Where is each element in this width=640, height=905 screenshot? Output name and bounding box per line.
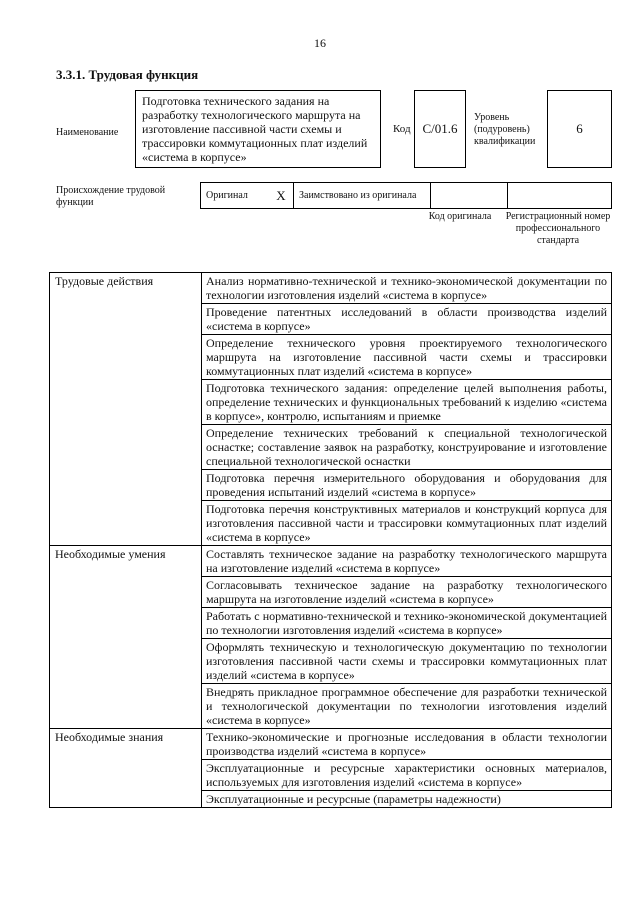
table-row: [50, 273, 612, 304]
code-label: Код: [393, 123, 411, 135]
requirement-text-cell: Эксплуатационные и ресурсные характеристики основных материалов, используемых для изготовления изделий «система в корпусе»: [202, 760, 612, 791]
requirement-text-cell: Технико-экономические и прогнозные исследования в области технологии производства изделий «система в корпусе»: [202, 729, 612, 760]
page-number: 16: [314, 36, 326, 50]
requirement-text-cell: Подготовка технического задания: определение целей выполнения работы, определение технических и функциональных требований к изделию «система в корпусе», контролю, испытаниям и приемке: [202, 380, 612, 425]
requirement-text-cell: Составлять техническое задание на разработку технологического маршрута на изготовление изделий «система в корпусе»: [202, 546, 612, 577]
requirements-table: [49, 272, 612, 808]
origin-code-caption: Код оригинала: [428, 211, 492, 222]
category-cell: Необходимые знания: [50, 729, 202, 808]
requirement-text-cell: Подготовка перечня измерительного оборудования и оборудования для проведения испытаний изделий «система в корпусе»: [202, 470, 612, 501]
origin-code-cell: [431, 183, 508, 209]
category-cell: Трудовые действия: [50, 273, 202, 546]
code-value-box: C/01.6: [414, 90, 466, 168]
origin-borrowed-cell: Заимствовано из оригинала: [294, 183, 431, 209]
requirement-text-cell: Эксплуатационные и ресурсные (параметры надежности): [202, 791, 612, 808]
requirement-text-cell: Внедрять прикладное программное обеспечение для разработки технической и технологической документации по технологии изготовления изделий «система в корпусе»: [202, 684, 612, 729]
origin-table: [200, 182, 612, 209]
category-cell: Необходимые умения: [50, 546, 202, 729]
origin-reg-caption: Регистрационный номер профессионального стандарта: [505, 211, 611, 246]
table-row: [50, 729, 612, 760]
origin-reg-cell: [508, 183, 612, 209]
name-label: Наименование: [56, 127, 119, 138]
requirement-text-cell: Согласовывать техническое задание на разработку технологического маршрута на изготовление изделий «система в корпусе»: [202, 577, 612, 608]
origin-original-cell: Оригинал: [201, 183, 270, 209]
requirement-text-cell: Проведение патентных исследований в области производства изделий «система в корпусе»: [202, 304, 612, 335]
level-value-box: 6: [547, 90, 612, 168]
requirement-text-cell: Подготовка перечня конструктивных материалов и конструкций корпуса для изготовления пассивной части и трассировки коммутационных плат изделий «система в корпусе»: [202, 501, 612, 546]
requirement-text-cell: Определение технических требований к специальной технологической оснастке; составление заявок на разработку, конструирование и изготовление специальной технологической оснастки: [202, 425, 612, 470]
origin-label: Происхождение трудовой функции: [56, 185, 166, 208]
origin-mark-cell: X: [269, 183, 294, 209]
level-label: Уровень (подуровень) квалификации: [474, 112, 536, 147]
requirement-text-cell: Анализ нормативно-технической и технико-экономической документации по технологии изготовления изделий «система в корпусе»: [202, 273, 612, 304]
table-row: [50, 546, 612, 577]
function-name-box: Подготовка технического задания на разработку технологического маршрута на изготовление пассивной части схемы и трассировки коммутационных плат изделий «система в корпусе»: [135, 90, 381, 168]
requirement-text-cell: Определение технического уровня проектируемого технологического маршрута на изготовление пассивной части схемы и трассировки коммутационных плат изделий «система в корпусе»: [202, 335, 612, 380]
requirement-text-cell: Работать с нормативно-технической и технико-экономической документацией по технологии изготовления изделий «система в корпусе»: [202, 608, 612, 639]
requirement-text-cell: Оформлять техническую и технологическую документацию по технологии изготовления пассивной части схемы и трассировки коммутационных плат изделий «система в корпусе»: [202, 639, 612, 684]
section-title: 3.3.1. Трудовая функция: [56, 67, 199, 82]
